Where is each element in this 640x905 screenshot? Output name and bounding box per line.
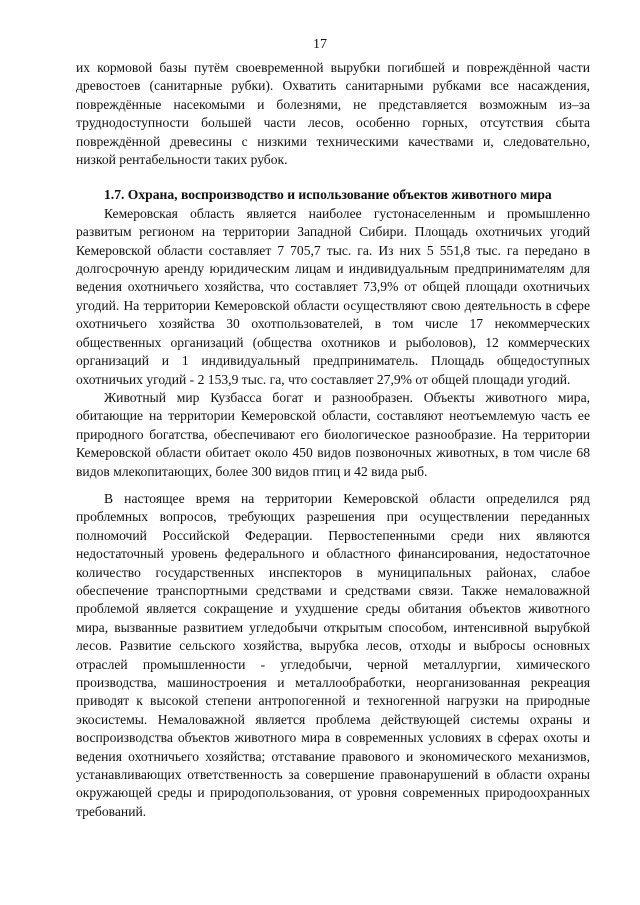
continuation-paragraph: их кормовой базы путём своевременной вырубки погибшей и повреждённой части древостоев (санитарные рубки). Охватить санитарными рубками все насаждения, повреждённые насекомыми и болезнями, не представляется возможным из–за труднодоступности большей части лесов, особенно горных, отсутствия сбыта повреждённой древесины с низкими техническими качествами и, следовательно, низкой рентабельности таких рубок. [76, 60, 590, 168]
paragraph-wildlife-diversity: Животный мир Кузбасса богат и разнообразен. Объекты животного мира, обитающие на территории Кемеровской области, составляют неотъемлемую часть ее природного богатства, обеспечивают его биологическое разнообразие. На территории Кемеровской области обитает около 450 видов позвоночных животных, в том числе 68 видов млекопитающих, более 300 видов птиц и 42 вида рыб. [76, 389, 590, 479]
section-heading: 1.7. Охрана, воспроизводство и использование объектов животного мира [104, 187, 552, 203]
paragraph-hunting-grounds: Кемеровская область является наиболее густонаселенным и промышленно развитым регионом на территории Западной Сибири. Площадь охотничьих угодий Кемеровской области составляет 7 705,7 тыс. га. Из них 5 551,8 тыс. га передано в долгосрочную аренду юридическим лицам и индивидуальным предпринимателям для ведения охотничьего хозяйства, что составляет 73,9% от общей площади охотничьих угодий. На территории Кемеровской области осуществляют свою деятельность в сфере охотничьего хозяйства 30 охотпользователей, в том числе 17 некоммерческих общественных организаций (общества охотников и рыболовов), 12 коммерческих организаций и 1 индивидуальный предприниматель. Площадь общедоступных охотничьих угодий - 2 153,9 тыс. га, что составляет 27,9% от общей площади угодий. [76, 205, 590, 387]
page-content [76, 59, 590, 821]
paragraph-problems: В настоящее время на территории Кемеровской области определился ряд проблемных вопросов, требующих разрешения при осуществлении переданных полномочий Российской Федерации. Первостепенными среди них являются недостаточный уровень федерального и областного финансирования, недостаточное количество государственных инспекторов в муниципальных районах, слабое обеспечение транспортными средствами и средствами связи. Также немаловажной проблемой является сокращение и ухудшение среды обитания объектов животного мира, вызванные развитием угледобычи открытым способом, интенсивной вырубкой лесов. Развитие сельского хозяйства, вырубка лесов, отходы и выбросы основных отраслей промышленности - угледобычи, черной металлургии, химического производства, машиностроения и металлообработки, неорганизованная рекреация приводят к высокой степени антропогенной и техногенной нагрузки на природные экосистемы. Немаловажной является проблема действующей системы охраны и воспроизводства объектов животного мира в современных условиях в сферах охоты и ведения охотничьего хозяйства; отставание правового и экономического механизмов, устанавливающих ответственность за совершение правонарушений в области охраны окружающей среды и природопользования, от уровня современных природоохранных требований. [76, 490, 590, 819]
page-number: 17 [313, 37, 327, 52]
